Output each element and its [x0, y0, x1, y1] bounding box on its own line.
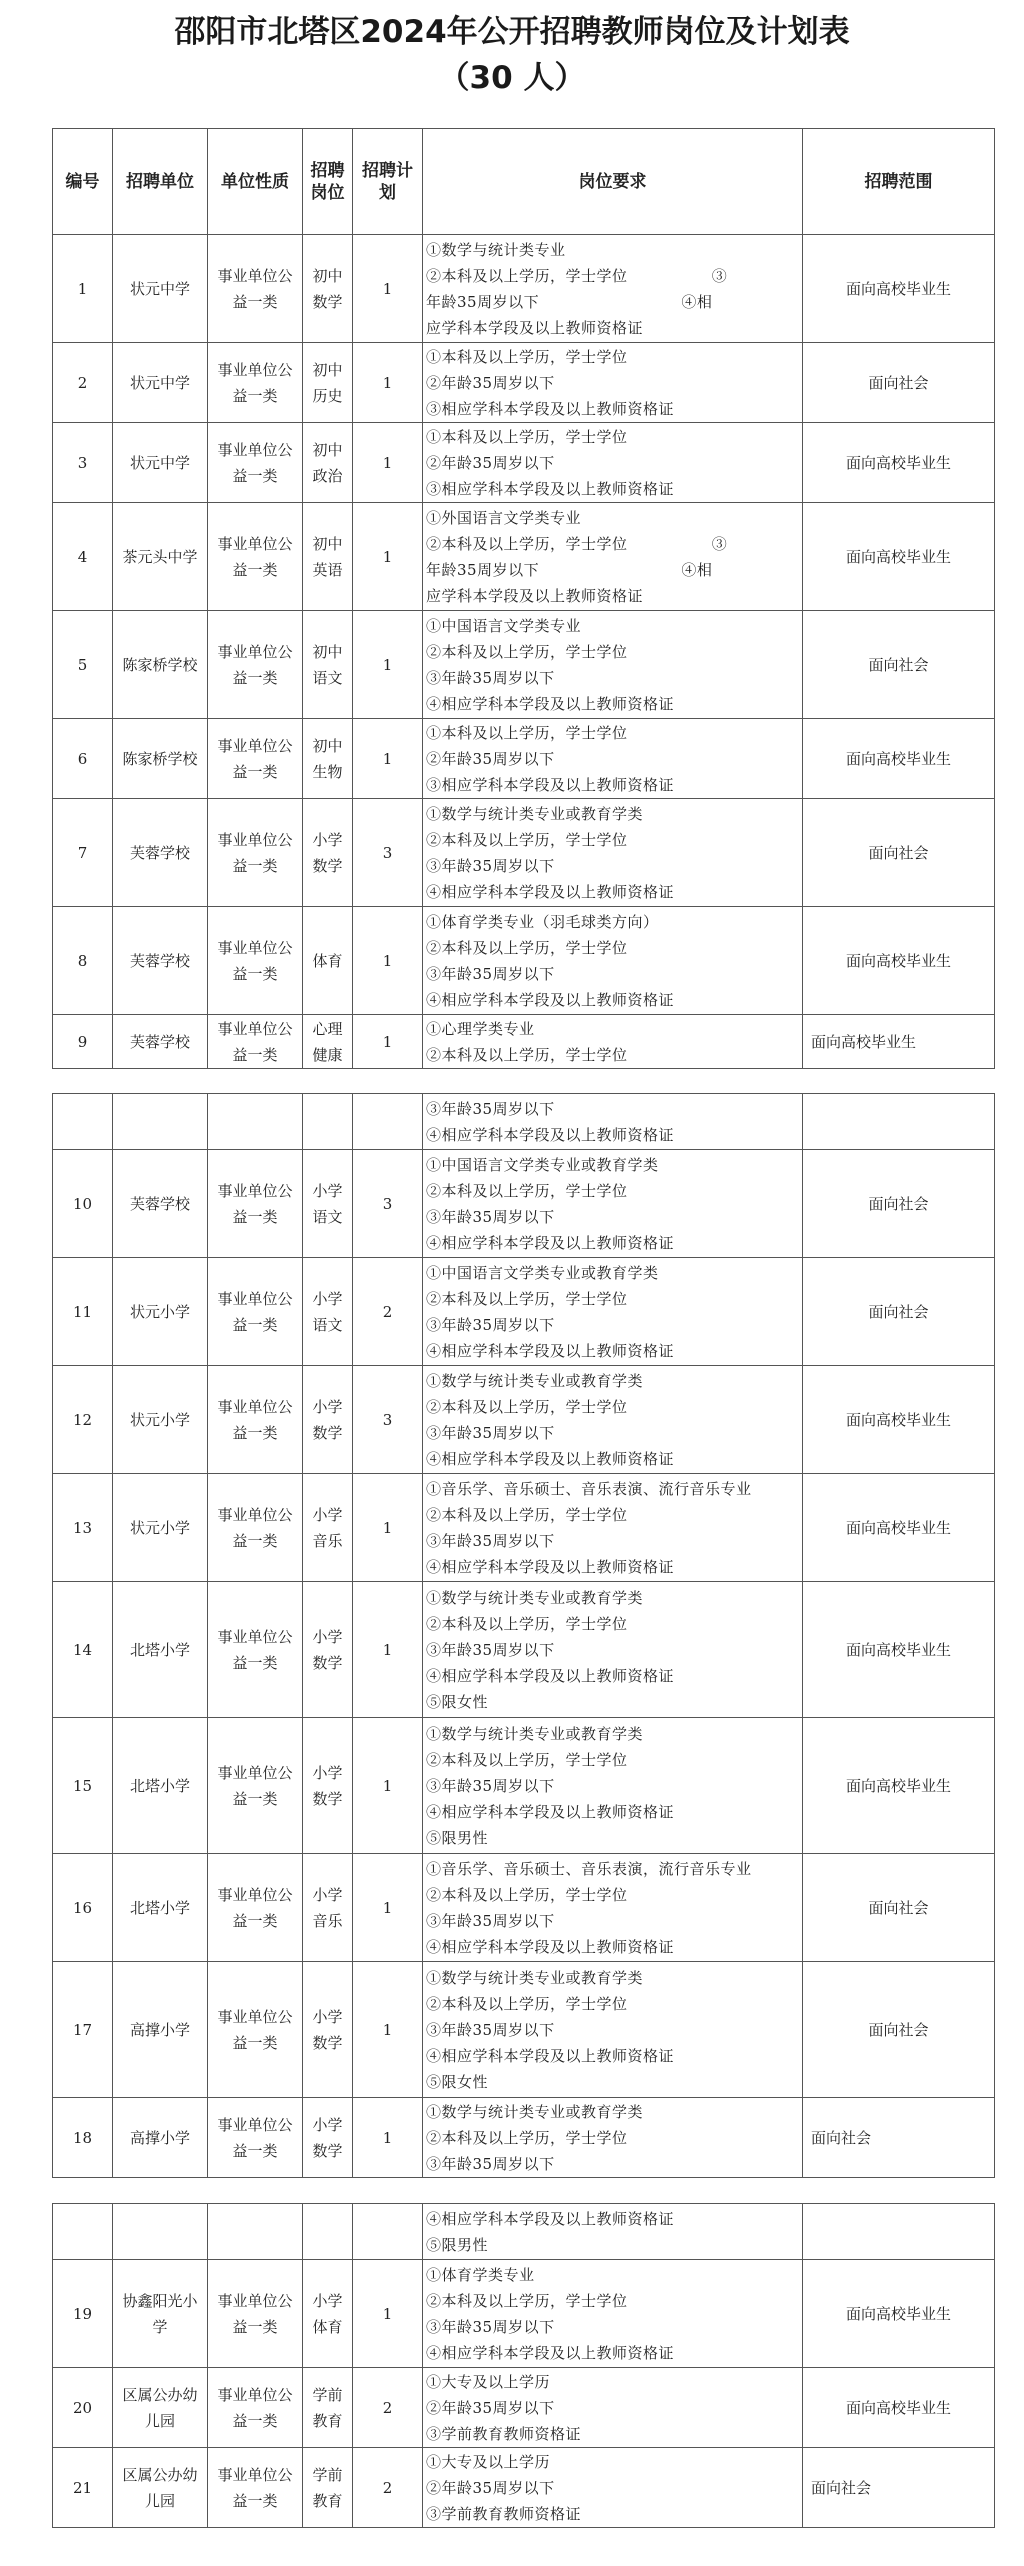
table-row: [53, 1258, 995, 1366]
cell-nature: 事业单位公益一类: [208, 1258, 303, 1366]
requirement-line: ②本科及以上学历，学士学位: [426, 1614, 628, 1633]
cell-post: 初中历史: [303, 343, 353, 423]
cell-post: 小学数学: [303, 1962, 353, 2098]
cell-plan: 3: [353, 1150, 423, 1258]
cell-no: 9: [53, 1015, 113, 1069]
cell-nature: 事业单位公益一类: [208, 719, 303, 799]
requirement-line: ②本科及以上学历，学士学位: [426, 1289, 628, 1308]
requirement-line: ③年龄35周岁以下: [426, 1315, 555, 1334]
requirement-line: ③年龄35周岁以下: [426, 2020, 555, 2039]
requirement-line: ③学前教育教师资格证: [426, 2424, 582, 2443]
cell-scope: 面向社会: [803, 611, 995, 719]
cell-nature: [208, 1094, 303, 1150]
cell-unit: 陈家桥学校: [113, 611, 208, 719]
cell-plan: [353, 1094, 423, 1150]
cell-nature: 事业单位公益一类: [208, 1718, 303, 1854]
cell-scope: 面向社会: [803, 1150, 995, 1258]
cell-no: 8: [53, 907, 113, 1015]
table-row: [53, 423, 995, 503]
cell-unit: 北塔小学: [113, 1582, 208, 1718]
requirement-line: ①数学与统计类专业或教育学类: [426, 1371, 644, 1390]
cell-requirements: [423, 1854, 803, 1962]
cell-post: 小学数学: [303, 1582, 353, 1718]
cell-requirements: [423, 1258, 803, 1366]
cell-plan: 1: [353, 343, 423, 423]
cell-plan: 1: [353, 2260, 423, 2368]
requirement-line: ②本科及以上学历，学士学位: [426, 1994, 628, 2013]
requirement-line: ③年龄35周岁以下: [426, 856, 555, 875]
cell-requirements: [423, 503, 803, 611]
table-row: [53, 235, 995, 343]
cell-requirements: [423, 2098, 803, 2178]
recruitment-table-part-3: [52, 2203, 995, 2528]
requirement-line: ②本科及以上学历，学士学位: [426, 2291, 628, 2310]
requirement-line: ①体育学类专业（羽毛球类方向）: [426, 912, 659, 931]
cell-nature: 事业单位公益一类: [208, 1962, 303, 2098]
cell-unit: 陈家桥学校: [113, 719, 208, 799]
cell-plan: 1: [353, 1718, 423, 1854]
cell-post: 初中语文: [303, 611, 353, 719]
cell-requirements: [423, 611, 803, 719]
requirement-line: ②本科及以上学历，学士学位: [426, 2128, 628, 2147]
cell-post: [303, 1094, 353, 1150]
cell-nature: 事业单位公益一类: [208, 1854, 303, 1962]
cell-nature: 事业单位公益一类: [208, 235, 303, 343]
requirement-line: ④相应学科本学段及以上教师资格证: [426, 2209, 675, 2228]
cell-requirements: [423, 1582, 803, 1718]
requirement-line: ③年龄35周岁以下: [426, 2154, 555, 2173]
cell-requirements: [423, 2204, 803, 2260]
cell-plan: 1: [353, 1582, 423, 1718]
cell-scope: 面向高校毕业生: [803, 1366, 995, 1474]
cell-unit: 区属公办幼儿园: [113, 2448, 208, 2528]
cell-no: 1: [53, 235, 113, 343]
cell-nature: 事业单位公益一类: [208, 1015, 303, 1069]
requirement-line: ④相应学科本学段及以上教师资格证: [426, 2046, 675, 2065]
cell-nature: 事业单位公益一类: [208, 2260, 303, 2368]
table-row: [53, 1094, 995, 1150]
cell-post: 小学音乐: [303, 1474, 353, 1582]
cell-requirements: [423, 1094, 803, 1150]
requirement-line: ②本科及以上学历，学士学位 ③: [426, 266, 728, 285]
header-no: 编号: [53, 129, 113, 235]
cell-no: 16: [53, 1854, 113, 1962]
cell-requirements: [423, 799, 803, 907]
requirement-line: ④相应学科本学段及以上教师资格证: [426, 1233, 675, 1252]
cell-no: 3: [53, 423, 113, 503]
requirement-line: ⑤限男性: [426, 2235, 489, 2254]
cell-no: 15: [53, 1718, 113, 1854]
cell-scope: 面向社会: [803, 799, 995, 907]
cell-scope: 面向高校毕业生: [803, 503, 995, 611]
cell-post: 初中政治: [303, 423, 353, 503]
cell-unit: 状元小学: [113, 1474, 208, 1582]
cell-requirements: [423, 907, 803, 1015]
cell-requirements: [423, 2260, 803, 2368]
requirement-line: ①数学与统计类专业或教育学类: [426, 1724, 644, 1743]
requirement-line: ④相应学科本学段及以上教师资格证: [426, 2343, 675, 2362]
cell-no: 4: [53, 503, 113, 611]
requirement-line: ④相应学科本学段及以上教师资格证: [426, 1666, 675, 1685]
cell-scope: 面向高校毕业生: [803, 423, 995, 503]
cell-plan: 2: [353, 2448, 423, 2528]
requirement-line: ③相应学科本学段及以上教师资格证: [426, 479, 675, 498]
requirement-line: ②年龄35周岁以下: [426, 373, 555, 392]
cell-nature: 事业单位公益一类: [208, 1582, 303, 1718]
cell-no: 12: [53, 1366, 113, 1474]
requirement-line: ①数学与统计类专业或教育学类: [426, 1588, 644, 1607]
cell-post: 小学数学: [303, 1366, 353, 1474]
cell-no: 14: [53, 1582, 113, 1718]
recruitment-table-part-2: [52, 1093, 995, 2178]
table-row: [53, 1582, 995, 1718]
requirement-line: ②本科及以上学历，学士学位: [426, 1750, 628, 1769]
cell-plan: 1: [353, 611, 423, 719]
cell-no: 17: [53, 1962, 113, 2098]
cell-requirements: [423, 1718, 803, 1854]
cell-no: 10: [53, 1150, 113, 1258]
table-row: [53, 1854, 995, 1962]
table-row: [53, 1474, 995, 1582]
cell-scope: [803, 1094, 995, 1150]
table-row: [53, 611, 995, 719]
table-row: [53, 1150, 995, 1258]
cell-post: 初中生物: [303, 719, 353, 799]
header-scope: 招聘范围: [803, 129, 995, 235]
table-row: [53, 2260, 995, 2368]
requirement-line: ②本科及以上学历，学士学位: [426, 642, 628, 661]
cell-no: [53, 1094, 113, 1150]
cell-unit: 状元中学: [113, 235, 208, 343]
table-row: [53, 343, 995, 423]
cell-scope: 面向高校毕业生: [803, 2368, 995, 2448]
cell-post: 初中英语: [303, 503, 353, 611]
cell-scope: 面向社会: [803, 1258, 995, 1366]
cell-post: 小学数学: [303, 2098, 353, 2178]
table-row: [53, 2098, 995, 2178]
cell-plan: 2: [353, 1258, 423, 1366]
requirement-line: ②本科及以上学历，学士学位 ③: [426, 534, 728, 553]
cell-post: 小学体育: [303, 2260, 353, 2368]
cell-plan: 1: [353, 423, 423, 503]
requirement-line: ③年龄35周岁以下: [426, 1776, 555, 1795]
cell-scope: 面向高校毕业生: [803, 907, 995, 1015]
cell-no: 18: [53, 2098, 113, 2178]
requirement-line: ③相应学科本学段及以上教师资格证: [426, 775, 675, 794]
header-unit: 招聘单位: [113, 129, 208, 235]
cell-unit: 协鑫阳光小学: [113, 2260, 208, 2368]
requirement-line: 应学科本学段及以上教师资格证: [426, 318, 644, 337]
cell-nature: 事业单位公益一类: [208, 343, 303, 423]
requirement-line: ③年龄35周岁以下: [426, 1423, 555, 1442]
requirement-line: ②本科及以上学历，学士学位: [426, 830, 628, 849]
cell-nature: 事业单位公益一类: [208, 2098, 303, 2178]
requirement-line: ①外国语言文学类专业: [426, 508, 582, 527]
requirement-line: ④相应学科本学段及以上教师资格证: [426, 1802, 675, 1821]
cell-nature: 事业单位公益一类: [208, 1150, 303, 1258]
requirement-line: ①数学与统计类专业或教育学类: [426, 1968, 644, 1987]
cell-nature: 事业单位公益一类: [208, 2448, 303, 2528]
cell-plan: 1: [353, 1474, 423, 1582]
cell-no: 5: [53, 611, 113, 719]
requirement-line: ④相应学科本学段及以上教师资格证: [426, 882, 675, 901]
requirement-line: ①心理学类专业: [426, 1019, 535, 1038]
cell-no: 20: [53, 2368, 113, 2448]
cell-requirements: [423, 1474, 803, 1582]
cell-unit: 北塔小学: [113, 1854, 208, 1962]
requirement-line: ②本科及以上学历，学士学位: [426, 1045, 628, 1064]
requirement-line: ②本科及以上学历，学士学位: [426, 1181, 628, 1200]
cell-requirements: [423, 1150, 803, 1258]
cell-plan: 2: [353, 2368, 423, 2448]
cell-scope: 面向高校毕业生: [803, 1718, 995, 1854]
cell-unit: 芙蓉学校: [113, 799, 208, 907]
cell-no: 6: [53, 719, 113, 799]
table-row: [53, 2204, 995, 2260]
requirement-line: ①中国语言文学类专业或教育学类: [426, 1263, 659, 1282]
cell-requirements: [423, 1366, 803, 1474]
requirement-line: 年龄35周岁以下 ④相: [426, 560, 713, 579]
cell-scope: 面向高校毕业生: [803, 235, 995, 343]
requirement-line: ①本科及以上学历，学士学位: [426, 347, 628, 366]
cell-unit: 区属公办幼儿园: [113, 2368, 208, 2448]
cell-unit: [113, 2204, 208, 2260]
requirement-line: ②本科及以上学历，学士学位: [426, 1397, 628, 1416]
cell-nature: 事业单位公益一类: [208, 1474, 303, 1582]
requirement-line: ④相应学科本学段及以上教师资格证: [426, 1557, 675, 1576]
requirement-line: ②本科及以上学历，学士学位: [426, 1885, 628, 1904]
cell-scope: 面向高校毕业生: [803, 2260, 995, 2368]
cell-post: 小学语文: [303, 1258, 353, 1366]
requirement-line: ④相应学科本学段及以上教师资格证: [426, 1341, 675, 1360]
requirement-line: ①音乐学、音乐硕士、音乐表演、流行音乐专业: [426, 1479, 752, 1498]
cell-no: [53, 2204, 113, 2260]
table-row: [53, 1015, 995, 1069]
requirement-line: ①中国语言文学类专业或教育学类: [426, 1155, 659, 1174]
cell-nature: 事业单位公益一类: [208, 799, 303, 907]
cell-post: 小学音乐: [303, 1854, 353, 1962]
header-post: 招聘岗位: [303, 129, 353, 235]
cell-nature: 事业单位公益一类: [208, 2368, 303, 2448]
requirement-line: ②年龄35周岁以下: [426, 453, 555, 472]
table-row: [53, 503, 995, 611]
cell-post: 初中数学: [303, 235, 353, 343]
cell-unit: 状元中学: [113, 343, 208, 423]
cell-plan: 1: [353, 503, 423, 611]
cell-unit: 北塔小学: [113, 1718, 208, 1854]
cell-requirements: [423, 1962, 803, 2098]
requirement-line: ①体育学类专业: [426, 2265, 535, 2284]
requirement-line: ③学前教育教师资格证: [426, 2504, 582, 2523]
cell-requirements: [423, 2368, 803, 2448]
cell-unit: 状元中学: [113, 423, 208, 503]
cell-nature: 事业单位公益一类: [208, 503, 303, 611]
cell-unit: 高撑小学: [113, 1962, 208, 2098]
cell-scope: 面向社会: [803, 2448, 995, 2528]
cell-unit: 状元小学: [113, 1258, 208, 1366]
cell-requirements: [423, 423, 803, 503]
cell-no: 2: [53, 343, 113, 423]
header-plan: 招聘计划: [353, 129, 423, 235]
requirement-line: ⑤限女性: [426, 2072, 489, 2091]
cell-nature: 事业单位公益一类: [208, 611, 303, 719]
cell-unit: 芙蓉学校: [113, 1015, 208, 1069]
cell-requirements: [423, 235, 803, 343]
cell-scope: 面向社会: [803, 2098, 995, 2178]
requirement-line: ⑤限男性: [426, 1828, 489, 1847]
table-row: [53, 1366, 995, 1474]
cell-scope: [803, 2204, 995, 2260]
requirement-line: ④相应学科本学段及以上教师资格证: [426, 694, 675, 713]
requirement-line: ①大专及以上学历: [426, 2452, 551, 2471]
requirement-line: ①音乐学、音乐硕士、音乐表演，流行音乐专业: [426, 1859, 752, 1878]
cell-nature: [208, 2204, 303, 2260]
requirement-line: ②本科及以上学历，学士学位: [426, 1505, 628, 1524]
requirement-line: ②本科及以上学历，学士学位: [426, 938, 628, 957]
requirement-line: ②年龄35周岁以下: [426, 2478, 555, 2497]
cell-plan: 3: [353, 1366, 423, 1474]
cell-unit: [113, 1094, 208, 1150]
cell-no: 7: [53, 799, 113, 907]
cell-post: 小学数学: [303, 799, 353, 907]
cell-plan: 3: [353, 799, 423, 907]
cell-no: 11: [53, 1258, 113, 1366]
cell-scope: 面向社会: [803, 1854, 995, 1962]
requirement-line: ①大专及以上学历: [426, 2372, 551, 2391]
requirement-line: ①本科及以上学历，学士学位: [426, 427, 628, 446]
cell-plan: 1: [353, 235, 423, 343]
cell-plan: 1: [353, 1015, 423, 1069]
requirement-line: ③年龄35周岁以下: [426, 964, 555, 983]
table-row: [53, 907, 995, 1015]
requirement-line: ①数学与统计类专业或教育学类: [426, 804, 644, 823]
cell-scope: 面向高校毕业生: [803, 1474, 995, 1582]
cell-no: 19: [53, 2260, 113, 2368]
requirement-line: ④相应学科本学段及以上教师资格证: [426, 990, 675, 1009]
cell-scope: 面向社会: [803, 343, 995, 423]
cell-post: 小学数学: [303, 1718, 353, 1854]
requirement-line: ②年龄35周岁以下: [426, 749, 555, 768]
requirement-line: ③年龄35周岁以下: [426, 1099, 555, 1118]
requirement-line: ①本科及以上学历，学士学位: [426, 723, 628, 742]
cell-post: 小学语文: [303, 1150, 353, 1258]
table-row: [53, 1718, 995, 1854]
table-row: [53, 2368, 995, 2448]
cell-requirements: [423, 2448, 803, 2528]
requirement-line: ③年龄35周岁以下: [426, 1640, 555, 1659]
requirement-line: ③年龄35周岁以下: [426, 1531, 555, 1550]
cell-post: 学前教育: [303, 2368, 353, 2448]
requirement-line: ④相应学科本学段及以上教师资格证: [426, 1937, 675, 1956]
requirement-line: ④相应学科本学段及以上教师资格证: [426, 1449, 675, 1468]
requirement-line: ②年龄35周岁以下: [426, 2398, 555, 2417]
requirement-line: ③年龄35周岁以下: [426, 1207, 555, 1226]
cell-unit: 芙蓉学校: [113, 1150, 208, 1258]
requirement-line: ⑤限女性: [426, 1692, 489, 1711]
cell-post: 学前教育: [303, 2448, 353, 2528]
cell-nature: 事业单位公益一类: [208, 1366, 303, 1474]
cell-scope: 面向高校毕业生: [803, 1582, 995, 1718]
cell-no: 13: [53, 1474, 113, 1582]
table-row: [53, 799, 995, 907]
requirement-line: ①数学与统计类专业: [426, 240, 566, 259]
cell-plan: 1: [353, 907, 423, 1015]
cell-plan: 1: [353, 719, 423, 799]
cell-unit: 高撑小学: [113, 2098, 208, 2178]
cell-plan: [353, 2204, 423, 2260]
requirement-line: ③年龄35周岁以下: [426, 1911, 555, 1930]
cell-nature: 事业单位公益一类: [208, 907, 303, 1015]
cell-unit: 茶元头中学: [113, 503, 208, 611]
header-req: 岗位要求: [423, 129, 803, 235]
cell-unit: 芙蓉学校: [113, 907, 208, 1015]
cell-requirements: [423, 1015, 803, 1069]
requirement-line: ①中国语言文学类专业: [426, 616, 582, 635]
cell-scope: 面向社会: [803, 1962, 995, 2098]
page-subtitle: （30 人）: [438, 60, 586, 96]
table-row: [53, 1962, 995, 2098]
cell-no: 21: [53, 2448, 113, 2528]
table-row: [53, 2448, 995, 2528]
table-header-row: [53, 129, 995, 235]
requirement-line: 应学科本学段及以上教师资格证: [426, 586, 644, 605]
cell-plan: 1: [353, 1962, 423, 2098]
cell-requirements: [423, 343, 803, 423]
cell-scope: 面向高校毕业生: [803, 1015, 995, 1069]
requirement-line: ③年龄35周岁以下: [426, 2317, 555, 2336]
cell-post: 心理健康: [303, 1015, 353, 1069]
table-row: [53, 719, 995, 799]
recruitment-table-part-1: [52, 128, 995, 1069]
requirement-line: ③年龄35周岁以下: [426, 668, 555, 687]
cell-post: 体育: [303, 907, 353, 1015]
requirement-line: ①数学与统计类专业或教育学类: [426, 2102, 644, 2121]
cell-post: [303, 2204, 353, 2260]
requirement-line: ③相应学科本学段及以上教师资格证: [426, 399, 675, 418]
header-nature: 单位性质: [208, 129, 303, 235]
requirement-line: ④相应学科本学段及以上教师资格证: [426, 1125, 675, 1144]
page-title: 邵阳市北塔区2024年公开招聘教师岗位及计划表: [174, 14, 850, 50]
requirement-line: 年龄35周岁以下 ④相: [426, 292, 713, 311]
cell-requirements: [423, 719, 803, 799]
cell-nature: 事业单位公益一类: [208, 423, 303, 503]
cell-plan: 1: [353, 2098, 423, 2178]
cell-scope: 面向高校毕业生: [803, 719, 995, 799]
cell-plan: 1: [353, 1854, 423, 1962]
cell-unit: 状元小学: [113, 1366, 208, 1474]
